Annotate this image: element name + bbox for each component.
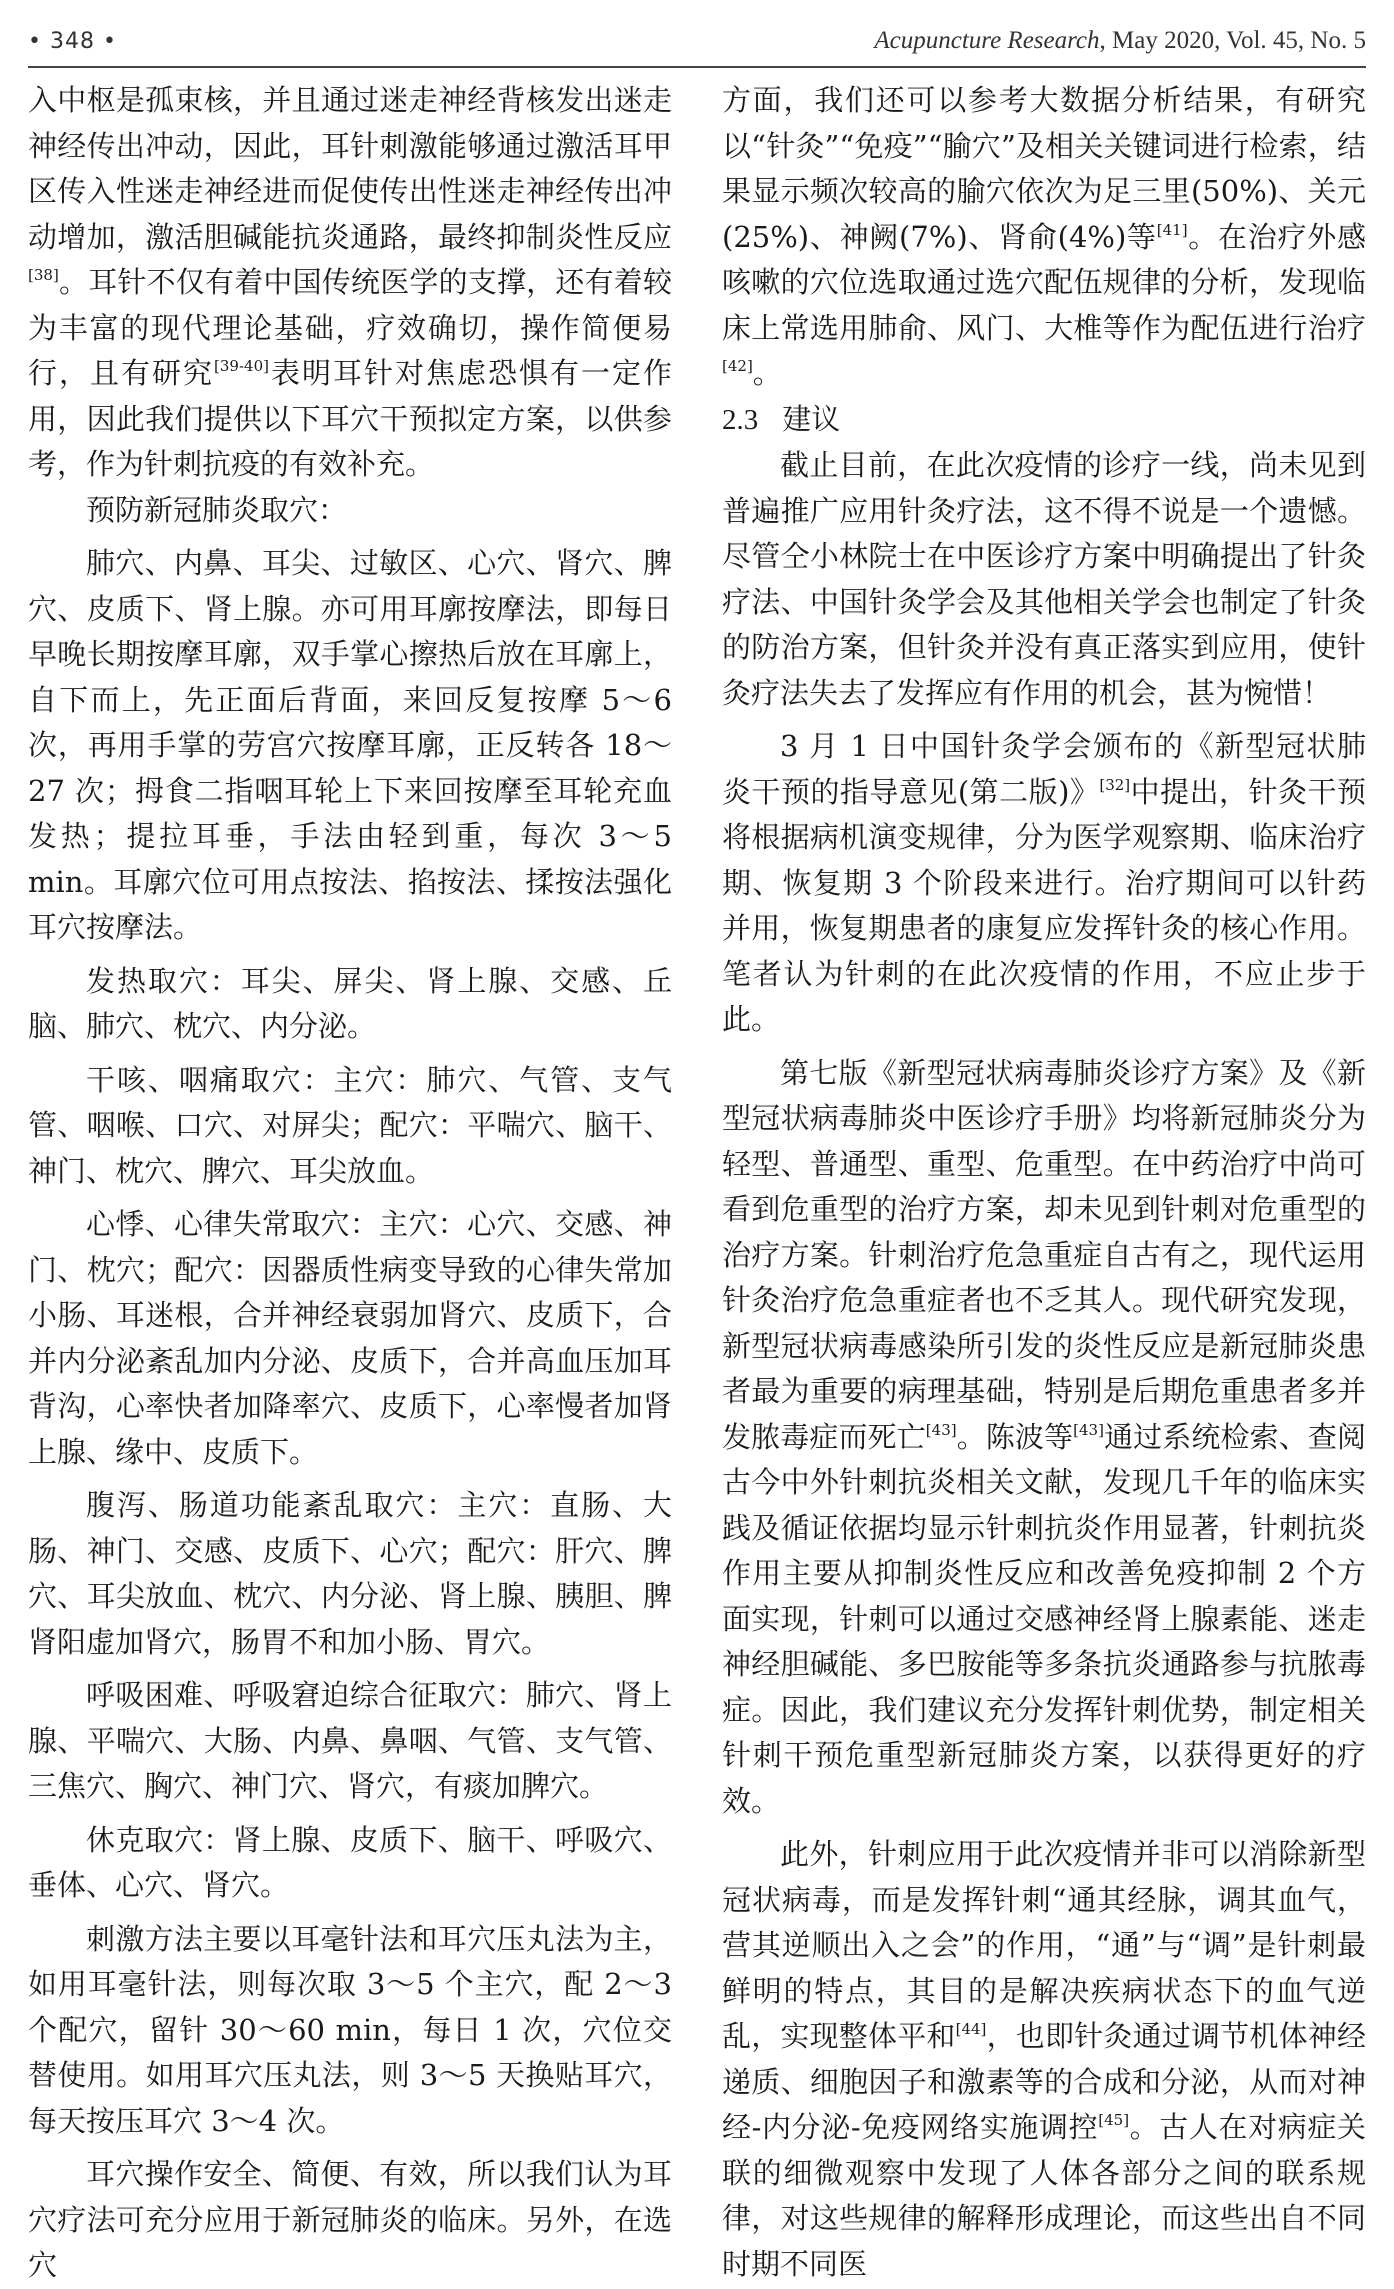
journal-issue: , May 2020, Vol. 45, No. 5 (1099, 27, 1366, 54)
paragraph: 发热取穴：耳尖、屏尖、肾上腺、交感、丘脑、肺穴、枕穴、内分泌。 (28, 963, 672, 1043)
paragraph: 第七版《新型冠状病毒肺炎诊疗方案》及《新型冠状病毒肺炎中医诊疗手册》均将新冠肺炎分为轻型、普通型、重型、危重型。在中药治疗中尚可看到危重型的治疗方案，却未见到针刺对危重型的治疗方案。针刺治疗危急重症自古有之，现代运用针灸治疗危急重症者也不乏其人。现代研究发现，新型冠状病毒感染所引发的炎性反应是新冠肺炎患者最为重要的病理基础，特别是后期危重患者多并发脓毒症而死亡[43]。陈波等[43]通过系统检索、查阅古今中外针刺抗炎相关文献，发现几千年的临床实践及循证依据均显示针刺抗炎作用显著，针刺抗炎作用主要从抑制炎性反应和改善免疫抑制 2 个方面实现，针刺可以通过交感神经肾上腺素能、迷走神经胆碱能、多巴胺能等多条抗炎通路参与抗脓毒症。因此，我们建议充分发挥针刺优势，制定相关针刺干预危重型新冠肺炎方案，以获得更好的疗效。 (722, 1055, 1366, 1818)
paragraph: 呼吸困难、呼吸窘迫综合征取穴：肺穴、肾上腺、平喘穴、大肠、内鼻、鼻咽、气管、支气管、三焦穴、胸穴、神门穴、肾穴，有痰加脾穴。 (28, 1678, 672, 1803)
right-column (722, 78, 1366, 2287)
paragraph: 腹泻、肠道功能紊乱取穴：主穴：直肠、大肠、神门、交感、皮质下、心穴；配穴：肝穴、脾穴、耳尖放血、枕穴、内分泌、肾上腺、胰胆、脾肾阳虚加肾穴，肠胃不和加小肠、胃穴。 (28, 1488, 672, 1659)
citation-ref[interactable]: [39-40] (214, 357, 269, 375)
paragraph: 耳穴操作安全、简便、有效，所以我们认为耳穴疗法可充分应用于新冠肺炎的临床。另外，在选穴 (28, 2157, 672, 2282)
citation-ref[interactable]: [38] (28, 266, 59, 284)
section-heading (722, 397, 1366, 444)
citation-ref[interactable]: [43] (1073, 1420, 1104, 1439)
paragraph: 干咳、咽痛取穴：主穴：肺穴、气管、支气管、咽喉、口穴、对屏尖；配穴：平喘穴、脑干、神门、枕穴、脾穴、耳尖放血。 (28, 1062, 672, 1188)
page-number: • 348 • (28, 28, 117, 54)
section-number: 2.3 (722, 403, 759, 436)
citation-ref[interactable]: [42] (722, 357, 753, 375)
paragraph: 方面，我们还可以参考大数据分析结果，有研究以“针灸”“免疫”“腧穴”及相关关键词进行检索，结果显示频次较高的腧穴依次为足三里(50%)、关元(25%)、神阙(7%)、肾俞(4%)等[41]。在治疗外感咳嗽的穴位选取通过选穴配伍规律的分析，发现临床上常选用肺俞、风门、大椎等作为配伍进行治疗[42]。 (722, 83, 1366, 390)
paragraph: 此外，针刺应用于此次疫情并非可以消除新型冠状病毒，而是发挥针刺“通其经脉，调其血气，营其逆顺出入之会”的作用，“通”与“调”是针刺最鲜明的特点，其目的是解决疾病状态下的血气逆乱，实现整体平和[44]，也即针灸通过调节机体神经递质、细胞因子和激素等的合成和分泌，从而对神经-内分泌-免疫网络实施调控[45]。古人在对病症关联的细微观察中发现了人体各部分之间的联系规律，对这些规律的解释形成理论，而这些出自不同时期不同医 (722, 1837, 1366, 2281)
paragraph: 休克取穴：肾上腺、皮质下、脑干、呼吸穴、垂体、心穴、肾穴。 (28, 1822, 672, 1902)
citation-ref[interactable]: [41] (1156, 220, 1188, 239)
citation-ref[interactable]: [44] (955, 2020, 987, 2038)
citation-ref[interactable]: [45] (1098, 2111, 1130, 2129)
journal-citation (874, 27, 1366, 55)
header-rule (28, 66, 1366, 68)
citation-ref[interactable]: [43] (925, 1420, 957, 1439)
paragraph: 预防新冠肺炎取穴： (86, 492, 348, 527)
paragraph: 入中枢是孤束核，并且通过迷走神经背核发出迷走神经传出冲动，因此，耳针刺激能够通过激活耳甲区传入性迷走神经进而促使传出性迷走神经传出冲动增加，激活胆碱能抗炎通路，最终抑制炎性反应[38]。耳针不仅有着中国传统医学的支撑，还有着较为丰富的现代理论基础，疗效确切，操作简便易行，且有研究[39-40]表明耳针对焦虑恐惧有一定作用，因此我们提供以下耳穴干预拟定方案，以供参考，作为针刺抗疫的有效补充。 (28, 83, 672, 481)
section-title: 建议 (782, 401, 841, 436)
citation-ref[interactable]: [32] (1099, 775, 1131, 794)
left-column (28, 78, 672, 2289)
paragraph: 心悸、心律失常取穴：主穴：心穴、交感、神门、枕穴；配穴：因器质性病变导致的心律失常加小肠、耳迷根，合并神经衰弱加肾穴、皮质下，合并内分泌紊乱加内分泌、皮质下，合并高血压加耳背沟，心率快者加降率穴、皮质下，心率慢者加肾上腺、缘中、皮质下。 (28, 1207, 672, 1469)
page-header (28, 22, 1366, 60)
journal-name: Acupuncture Research (874, 27, 1100, 54)
paragraph: 肺穴、内鼻、耳尖、过敏区、心穴、肾穴、脾穴、皮质下、肾上腺。亦可用耳廓按摩法，即每日早晚长期按摩耳廓，双手掌心擦热后放在耳廓上，自下而上，先正面后背面，来回反复按摩 5～6 次，再用手掌的劳宫穴按摩耳廓，正反转各 18～27 次；拇食二指咽耳轮上下来回按摩至耳轮充血发热；提拉耳垂，手法由轻到重，每次 3～5 min。耳廓穴位可用点按法、掐按法、揉按法强化耳穴按摩法。 (28, 546, 672, 944)
paragraph: 3 月 1 日中国针灸学会颁布的《新型冠状肺炎干预的指导意见(第二版)》[32]中提出，针灸干预将根据病机演变规律，分为医学观察期、临床治疗期、恢复期 3 个阶段来进行。治疗期间可以针药并用，恢复期患者的康复应发挥针灸的核心作用。笔者认为针刺的在此次疫情的作用，不应止步于此。 (722, 729, 1366, 1036)
paragraph: 刺激方法主要以耳毫针法和耳穴压丸法为主，如用耳毫针法，则每次取 3～5 个主穴，配 2～3 个配穴，留针 30～60 min，每日 1 次，穴位交替使用。如用耳穴压丸法，则 3～5 天换贴耳穴，每天按压耳穴 3～4 次。 (28, 1921, 672, 2138)
paragraph: 截止目前，在此次疫情的诊疗一线，尚未见到普遍推广应用针灸疗法，这不得不说是一个遗憾。尽管仝小林院士在中医诊疗方案中明确提出了针灸疗法、中国针灸学会及其他相关学会也制定了针灸的防治方案，但针灸并没有真正落实到应用，使针灸疗法失去了发挥应有作用的机会，甚为惋惜！ (722, 448, 1366, 710)
